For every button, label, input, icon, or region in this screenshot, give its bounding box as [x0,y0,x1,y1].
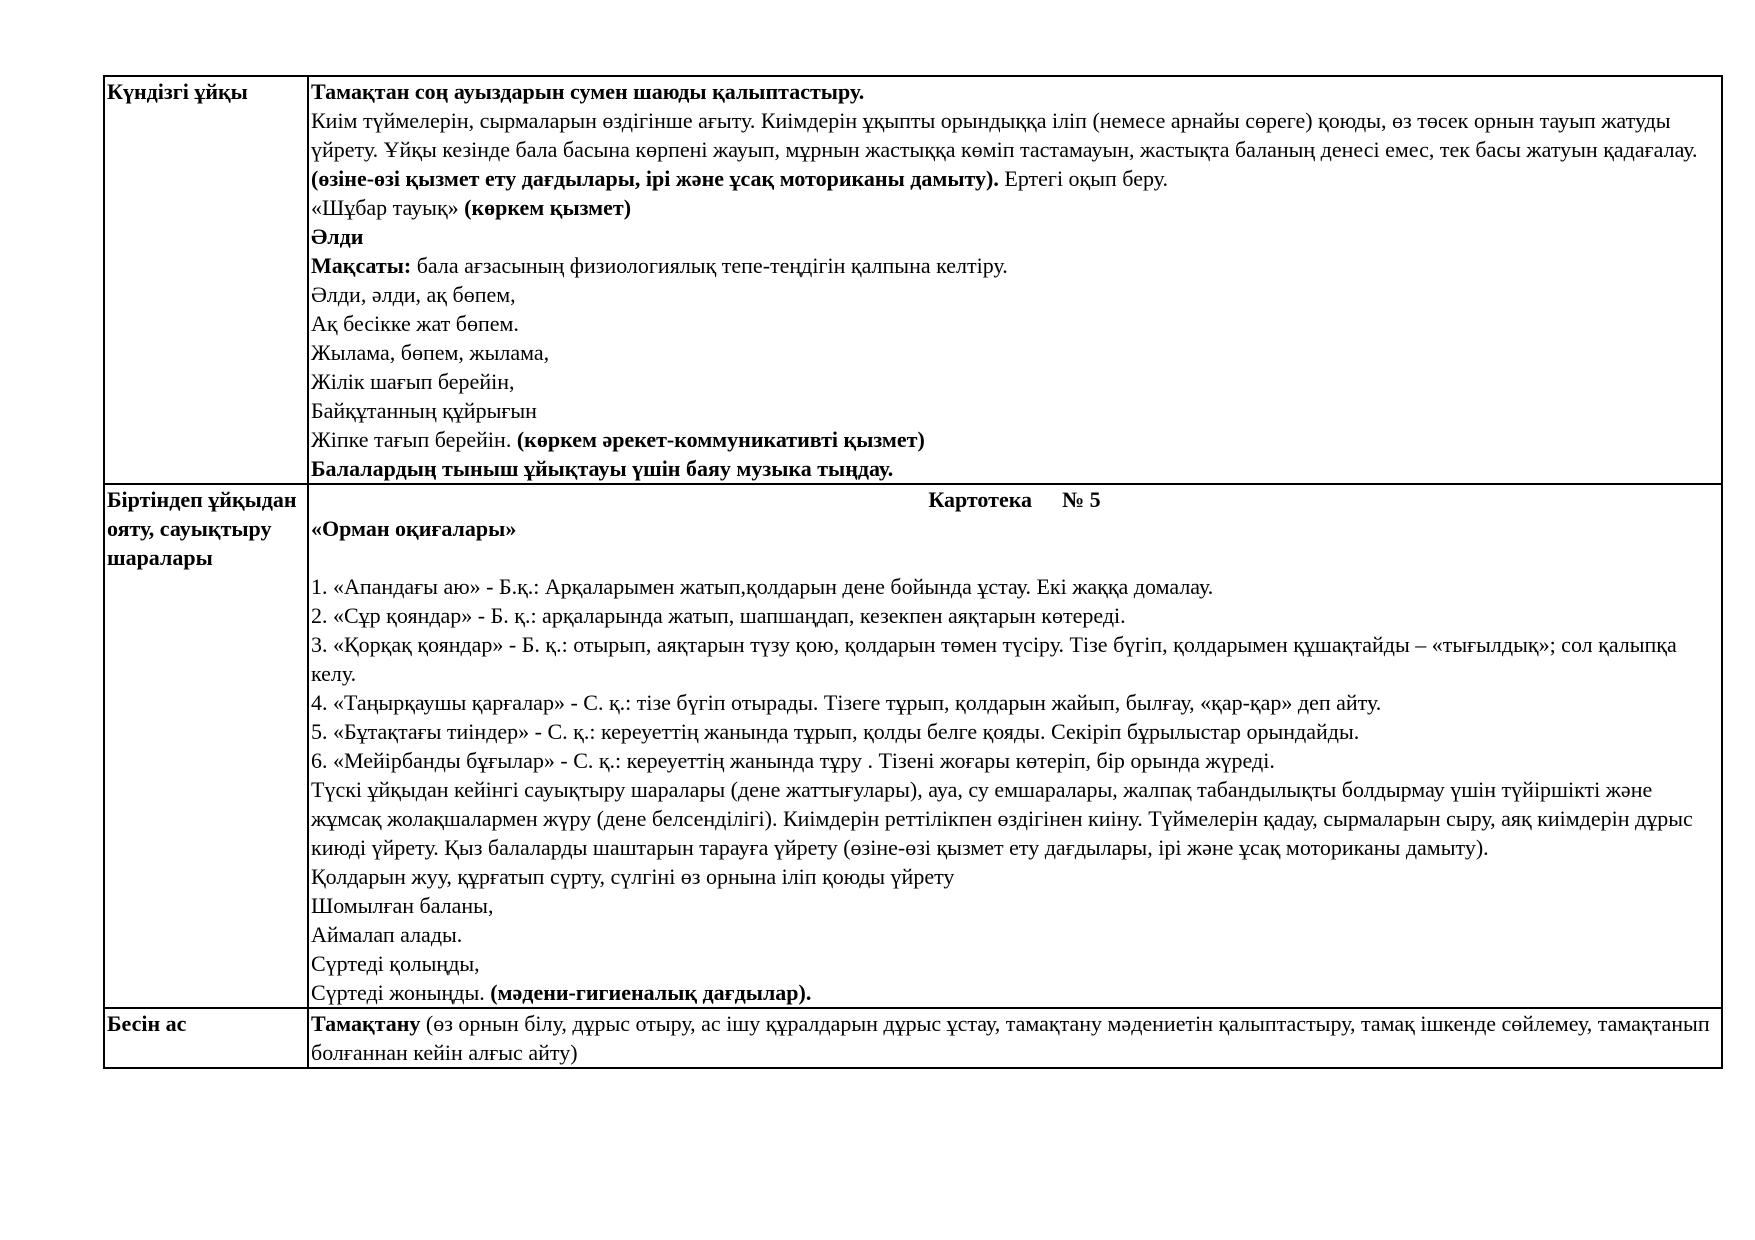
spacer [311,543,1718,572]
exercise-item: 6. «Мейірбанды бұғылар» - С. қ.: кереуеттің жанында тұру . Тізені жоғары көтеріп, бір орында жүреді. [311,748,1275,773]
row-content [308,76,1722,484]
exercise-item: 4. «Таңырқаушы қарғалар» - С. қ.: тізе бүгіп отырады. Тізеге тұрып, қолдарын жайып, былғау, «қар-қар» деп айту. [311,690,1382,715]
section-title: Тамақтан соң ауыздарын сумен шаюды қалыптастыру. [311,79,865,104]
story-name: «Шұбар тауық» [311,195,465,220]
verse-line [311,978,1718,1007]
card-number: № 5 [1062,487,1101,512]
paragraph-tail: Ертегі оқып беру. [998,166,1168,191]
row-label: Күндізгі ұйқы [104,76,308,484]
verse-line: Әлди, әлди, ақ бөпем, [311,282,516,307]
verse-line: Жілік шағып берейін, [311,369,515,394]
closing-line: Балалардың тыныш ұйықтауы үшін баяу музыка тыңдау. [311,456,894,481]
verse-line: Байқұтанның құйрығын [311,398,537,423]
skill-note: (өзіне-өзі қызмет ету дағдылары, ірі және ұсақ моториканы дамыту). [311,166,999,191]
exercise-item: 2. «Сұр қояндар» - Б. қ.: арқаларында жатып, шапшаңдап, кезекпен аяқтарын көтереді. [311,603,1126,628]
verse-text: Жіпке тағып берейін. [311,427,517,452]
table-row [104,484,1722,1008]
verse-line: Жылама, бөпем, жылама, [311,340,550,365]
card-heading [311,485,1718,514]
row-label: Бесін ас [104,1008,308,1068]
activity-note: (көркем әрекет-коммуникативті қызмет) [516,427,925,452]
wash-line: Қолдарын жуу, құрғатып сүрту, сүлгіні өз орнына іліп қоюды үйрету [311,864,955,889]
story-line [311,193,1718,222]
goal-text: бала ағзасының физиологиялық тепе-теңдігін қалпына келтіру. [411,253,1008,278]
verse-text: Сүртеді жоныңды. [311,980,491,1005]
row-content [308,484,1722,1008]
schedule-table [103,75,1723,1069]
meal-label: Тамақтану [311,1011,421,1036]
table-row [104,1008,1722,1068]
verse-line: Аймалап алады. [311,922,463,947]
verse-line: Шомылған баланы, [311,893,494,918]
paragraph [311,106,1718,193]
card-word: Картотека [928,487,1033,512]
verse-line: Сүртеді қолыңды, [311,951,480,976]
song-title: Әлди [311,224,364,249]
exercise-item: 3. «Қорқақ қояндар» - Б. қ.: отырып, аяқтарын түзу қою, қолдарын төмен түсіру. Тізе бүгіп, қолдарымен құшақтайды – «тығылдық»; сол қалыпқа келу. [311,632,1677,686]
skill-note: (мәдени-гигиеналық дағдылар). [490,980,812,1005]
exercise-item: 5. «Бұтақтағы тиіндер» - С. қ.: кереуеттің жанында тұрып, қолды белге қояды. Секіріп бұрылыстар орындайды. [311,719,1360,744]
section-subtitle: «Орман оқиғалары» [311,516,517,541]
meal-text: (өз орнын білу, дұрыс отыру, ас ішу құралдарын дұрыс ұстау, тамақтану мәдениетін қалыптастыру, тамақ ішкенде сөйлемеу, тамақтанып болғаннан кейін алғыс айту) [311,1011,1710,1065]
exercise-item: 1. «Апандағы аю» - Б.қ.: Арқаларымен жатып,қолдарын дене бойында ұстау. Екі жаққа домалау. [311,574,1214,599]
activity-note: (көркем қызмет) [464,195,632,220]
goal-line [311,251,1718,280]
table-row [104,76,1722,484]
verse-line [311,425,1718,454]
goal-label: Мақсаты: [311,253,412,278]
row-label: Біртіндеп ұйқыдан ояту, сауықтыру шаралары [104,484,308,1008]
row-content [308,1008,1722,1068]
paragraph: Түскі ұйқыдан кейінгі сауықтыру шаралары (дене жаттығулары), ауа, су емшаралары, жалпақ табандылықты болдырмау үшін түйіршікті және жұмсақ жолақшалармен жүру (дене белсенділігі). Киімдерін реттілікпен өздігінен киіну. Түймелерін қадау, сырмаларын сыру, аяқ киімдерін дұрыс киюді үйрету. Қыз балаларды шаштарын тарауға үйрету (өзіне-өзі қызмет ету дағдылары, ірі және ұсақ моториканы дамыту). [311,777,1693,860]
verse-line: Ақ бесікке жат бөпем. [311,311,519,336]
paragraph-text: Киім түймелерін, сырмаларын өздігінше ағыту. Киімдерін ұқыпты орындыққа іліп (немесе арнайы сөреге) қоюды, өз төсек орнын тауып жатуды үйрету. Ұйқы кезінде бала басына көрпені жауып, мұрнын жастыққа көміп тастамауын, жастықта баланың денесі емес, тек басы жатуын қадағалау. [311,108,1698,162]
paragraph [311,1009,1718,1067]
